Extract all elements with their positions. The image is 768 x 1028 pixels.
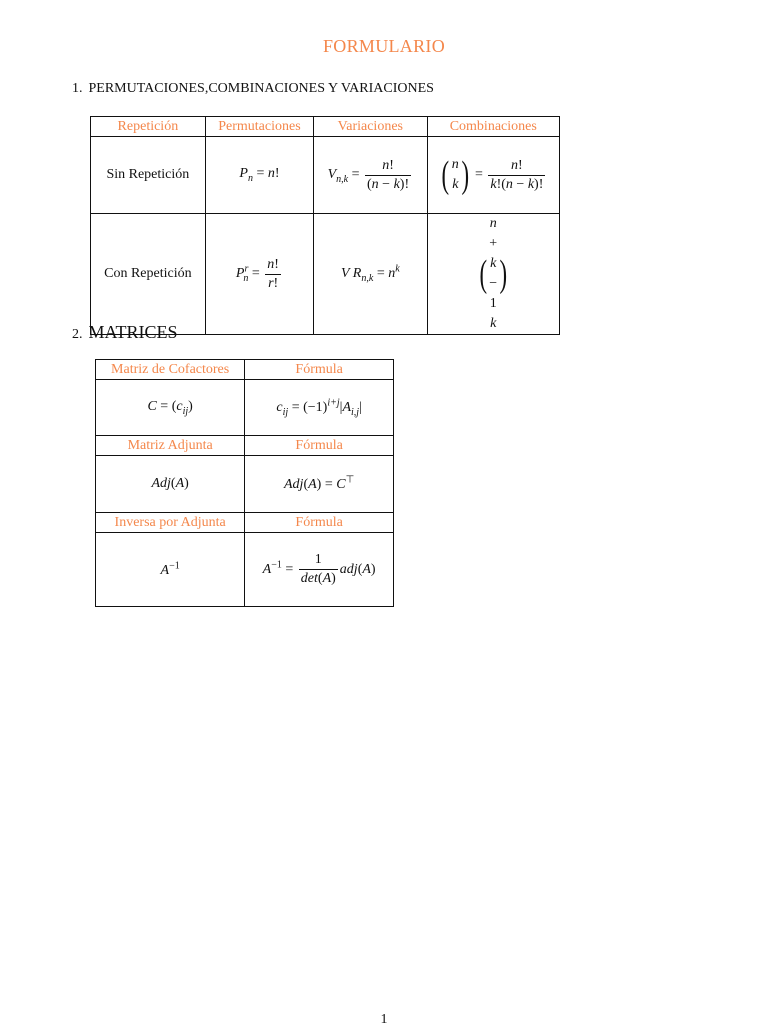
table-header-row [96,513,394,533]
formula-permutation-repetition: $P^r_n$ = $\frac{n!}{r!}$ [205,214,313,335]
table-row [96,380,394,436]
section-2-number: 2. [72,327,83,342]
header-repeticion: Repetición [91,117,206,137]
formula-variation: $V_{n,k}$ = $\frac{n!}{(n - k)!}$ [314,137,427,214]
matrices-table [95,359,394,607]
header-formula: Fórmula [245,436,394,456]
header-formula: Fórmula [245,360,394,380]
header-matriz-adjunta: Matriz Adjunta [96,436,245,456]
formula-combination: ( n k ) = $\frac{n!}{k!(n - k)!}$ [427,137,559,214]
combinatorics-table [90,116,560,335]
row-label-sin-repeticion: Sin Repetición [91,137,206,214]
header-permutaciones: Permutaciones [205,117,313,137]
section-1-heading [72,81,434,97]
formula-permutation: $P_n = n$! [205,137,313,214]
header-formula: Fórmula [245,513,394,533]
row-label-con-repeticion: Con Repetición [91,214,206,335]
formula-combination-repetition: ( n + k − 1 k ) [427,214,559,335]
section-1-title: PERMUTACIONES,COMBINACIONES Y VARIACIONES [88,81,434,96]
adjugate-formula: Adj(A) = C⊤ [245,456,394,513]
section-2-heading [72,322,178,343]
header-inversa-adjunta: Inversa por Adjunta [96,513,245,533]
table-header-row [96,360,394,380]
cofactor-definition: $C = (c_{ij})$ [96,380,245,436]
table-row [96,456,394,513]
table-header-row [91,117,560,137]
adjugate-definition: Adj(A) [96,456,245,513]
inverse-definition: $A^{-1}$ [96,533,245,607]
document-title: FORMULARIO [322,36,445,56]
table-row [91,137,560,214]
table-row [91,214,560,335]
table-row [96,533,394,607]
header-variaciones: Variaciones [314,117,427,137]
section-1-number: 1. [72,81,83,96]
formula-variation-repetition: V $R_{n,k} = n^k$ [314,214,427,335]
page-number: 1 [380,1012,388,1027]
cofactor-formula: $c_{ij} = (-1)^{i+j}|A_{i,j}|$ [245,380,394,436]
header-combinaciones: Combinaciones [427,117,559,137]
table-header-row [96,436,394,456]
inverse-formula: $A^{-1}$ = $\frac{1}{\det(A)}$ adj(A) [245,533,394,607]
header-matriz-cofactores: Matriz de Cofactores [96,360,245,380]
section-2-title: MATRICES [88,322,178,342]
